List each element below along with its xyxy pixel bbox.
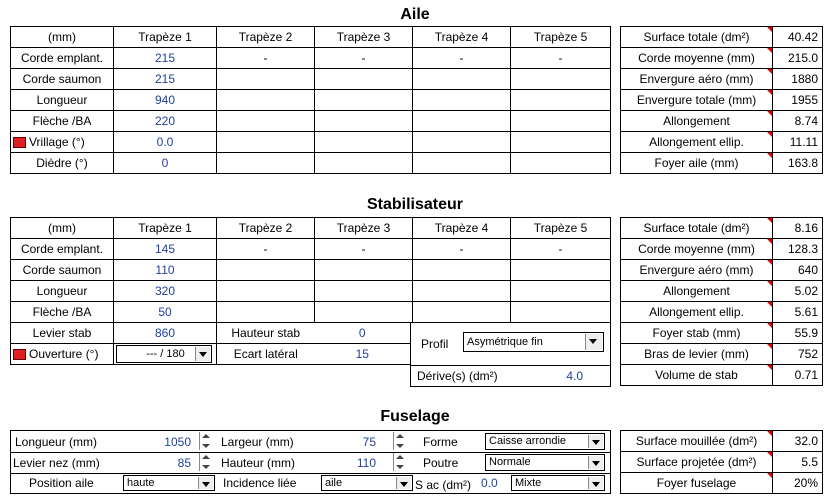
hauteur-stepper[interactable] bbox=[393, 453, 406, 471]
stab-row-corde-saumon bbox=[11, 260, 611, 281]
comment-marker-icon bbox=[767, 302, 772, 307]
cell-input[interactable] bbox=[511, 302, 611, 323]
cell-input[interactable]: 940 bbox=[114, 90, 217, 111]
stab-table bbox=[10, 217, 611, 323]
stab-row-longueur bbox=[11, 281, 611, 302]
result-value: 752 bbox=[773, 344, 823, 365]
fuselage-results-table bbox=[620, 430, 823, 494]
cell-input[interactable]: - bbox=[511, 239, 611, 260]
cell-input[interactable]: - bbox=[413, 48, 511, 69]
aile-header-trap5: Trapèze 5 bbox=[511, 27, 611, 48]
cell-input[interactable] bbox=[315, 132, 413, 153]
chevron-down-icon[interactable] bbox=[396, 477, 411, 489]
levier-nez-label: Levier nez (mm) bbox=[13, 456, 100, 470]
result-value: 5.61 bbox=[773, 302, 823, 323]
row-label: Corde emplant. bbox=[11, 48, 114, 69]
levier-stab-label: Levier stab bbox=[11, 323, 114, 344]
hauteur-input[interactable]: 110 bbox=[356, 456, 376, 470]
aile-table bbox=[10, 26, 611, 174]
stab-header-trap3: Trapèze 3 bbox=[315, 218, 413, 239]
result-label: Surface projetée (dm²) bbox=[621, 452, 773, 473]
comment-marker-icon bbox=[767, 473, 772, 478]
comment-marker-icon bbox=[767, 323, 772, 328]
result-value: 11.11 bbox=[773, 132, 823, 153]
profil-label: Profil bbox=[421, 337, 449, 351]
comment-marker-icon bbox=[767, 69, 772, 74]
sac-value: 0.0 bbox=[481, 476, 498, 490]
chevron-down-icon[interactable] bbox=[588, 477, 603, 489]
forme-label: Forme bbox=[423, 435, 458, 449]
stab-header-unit: (mm) bbox=[11, 218, 114, 239]
cell-input[interactable] bbox=[315, 69, 413, 90]
result-label: Corde moyenne (mm) bbox=[621, 48, 773, 69]
row-label: Longueur bbox=[11, 281, 114, 302]
cell-input[interactable] bbox=[413, 132, 511, 153]
result-label: Envergure aéro (mm) bbox=[621, 69, 773, 90]
profil-select[interactable]: Asymétrique fin bbox=[463, 332, 604, 352]
cell-input[interactable] bbox=[413, 302, 511, 323]
result-row bbox=[621, 90, 823, 111]
profil-box bbox=[410, 322, 611, 387]
longueur-input[interactable]: 1050 bbox=[164, 435, 191, 449]
comment-marker-icon bbox=[767, 281, 772, 286]
result-row bbox=[621, 431, 823, 452]
cell-input[interactable] bbox=[217, 302, 315, 323]
cell-input[interactable]: 320 bbox=[114, 281, 217, 302]
result-value: 40.42 bbox=[773, 27, 823, 48]
result-row bbox=[621, 344, 823, 365]
cell-input[interactable] bbox=[217, 69, 315, 90]
cell-input[interactable] bbox=[511, 111, 611, 132]
result-value: 128.3 bbox=[773, 239, 823, 260]
result-row bbox=[621, 239, 823, 260]
result-value: 5.02 bbox=[773, 281, 823, 302]
aile-header-trap4: Trapèze 4 bbox=[413, 27, 511, 48]
hauteur-stab-input[interactable]: 0 bbox=[315, 323, 411, 344]
stab-header-row bbox=[11, 218, 611, 239]
result-value: 640 bbox=[773, 260, 823, 281]
ecart-lateral-input[interactable]: 15 bbox=[315, 344, 411, 365]
levier-nez-stepper[interactable] bbox=[199, 453, 212, 471]
longueur-stepper[interactable] bbox=[199, 432, 212, 450]
comment-marker-icon bbox=[767, 153, 772, 158]
result-row bbox=[621, 473, 823, 494]
result-row bbox=[621, 111, 823, 132]
result-label: Envergure aéro (mm) bbox=[621, 260, 773, 281]
aile-header-unit: (mm) bbox=[11, 27, 114, 48]
aile-results-table bbox=[620, 26, 823, 174]
aile-header-trap2: Trapèze 2 bbox=[217, 27, 315, 48]
chevron-down-icon[interactable] bbox=[195, 347, 210, 361]
result-row bbox=[621, 48, 823, 69]
cell-input[interactable] bbox=[413, 90, 511, 111]
stab-header-trap1: Trapèze 1 bbox=[114, 218, 217, 239]
result-label: Foyer aile (mm) bbox=[621, 153, 773, 174]
cell-input[interactable]: 0 bbox=[114, 153, 217, 174]
cell-input[interactable] bbox=[217, 90, 315, 111]
cell-input[interactable] bbox=[413, 111, 511, 132]
cell-input[interactable] bbox=[511, 69, 611, 90]
comment-marker-icon bbox=[767, 365, 772, 370]
result-row bbox=[621, 281, 823, 302]
cell-input[interactable] bbox=[511, 153, 611, 174]
poutre-select[interactable]: Normale bbox=[485, 454, 605, 471]
stab-levier-row bbox=[11, 323, 411, 344]
chevron-down-icon[interactable] bbox=[585, 334, 602, 350]
aile-header-trap1: Trapèze 1 bbox=[114, 27, 217, 48]
levier-stab-input[interactable]: 860 bbox=[114, 323, 217, 344]
position-aile-select[interactable]: haute bbox=[123, 475, 215, 491]
cell-input[interactable] bbox=[511, 260, 611, 281]
comment-marker-icon bbox=[767, 239, 772, 244]
result-row bbox=[621, 27, 823, 48]
stab-header-trap2: Trapèze 2 bbox=[217, 218, 315, 239]
cell-input[interactable]: 215 bbox=[114, 69, 217, 90]
incidence-label: Incidence liée bbox=[223, 476, 297, 490]
cell-input[interactable] bbox=[511, 281, 611, 302]
result-value: 20% bbox=[773, 473, 823, 494]
comment-marker-icon bbox=[767, 431, 772, 436]
comment-marker-icon bbox=[767, 111, 772, 116]
cell-input[interactable] bbox=[315, 260, 413, 281]
incidence-select[interactable]: aile bbox=[321, 475, 413, 491]
position-aile-label: Position aile bbox=[29, 476, 94, 490]
cell-input[interactable]: 220 bbox=[114, 111, 217, 132]
aile-row-corde-saumon bbox=[11, 69, 611, 90]
sac-select[interactable]: Mixte bbox=[511, 475, 605, 491]
fuselage-box bbox=[10, 430, 611, 494]
aile-row-diedre bbox=[11, 153, 611, 174]
stab-row-corde-emplant bbox=[11, 239, 611, 260]
cell-input[interactable] bbox=[217, 281, 315, 302]
hauteur-label: Hauteur (mm) bbox=[221, 456, 296, 470]
result-label: Allongement ellip. bbox=[621, 302, 773, 323]
ouverture-label-cell bbox=[11, 344, 114, 365]
result-value: 163.8 bbox=[773, 153, 823, 174]
row-label: Longueur bbox=[11, 90, 114, 111]
result-value: 8.74 bbox=[773, 111, 823, 132]
hauteur-stab-label: Hauteur stab bbox=[217, 323, 315, 344]
forme-select[interactable]: Caisse arrondie bbox=[485, 433, 605, 450]
fuselage-title: Fuselage bbox=[380, 408, 450, 425]
row-label: Corde saumon bbox=[11, 69, 114, 90]
result-value: 0.71 bbox=[773, 365, 823, 386]
row-label: Flèche /BA bbox=[11, 302, 114, 323]
result-label: Corde moyenne (mm) bbox=[621, 239, 773, 260]
chevron-down-icon[interactable] bbox=[198, 477, 213, 489]
result-value: 55.9 bbox=[773, 323, 823, 344]
aile-row-vrillage bbox=[11, 132, 611, 153]
result-label: Envergure totale (mm) bbox=[621, 90, 773, 111]
cell-input[interactable] bbox=[511, 90, 611, 111]
stab-results-table bbox=[620, 217, 823, 386]
chevron-down-icon[interactable] bbox=[588, 435, 603, 448]
row-label: Corde emplant. bbox=[11, 239, 114, 260]
chevron-down-icon[interactable] bbox=[588, 456, 603, 469]
cell-input[interactable] bbox=[413, 281, 511, 302]
cell-input[interactable] bbox=[413, 260, 511, 281]
comment-marker-icon bbox=[767, 90, 772, 95]
cell-input[interactable]: - bbox=[511, 48, 611, 69]
cell-input[interactable] bbox=[315, 111, 413, 132]
cell-input[interactable] bbox=[315, 281, 413, 302]
vrillage-toggle-icon[interactable] bbox=[13, 137, 26, 148]
cell-input[interactable]: 145 bbox=[114, 239, 217, 260]
stab-ouverture-row bbox=[11, 344, 411, 365]
cell-input[interactable] bbox=[413, 69, 511, 90]
cell-input[interactable]: - bbox=[413, 239, 511, 260]
stab-levier-block bbox=[10, 322, 411, 365]
comment-marker-icon bbox=[767, 344, 772, 349]
result-label: Allongement bbox=[621, 111, 773, 132]
cell-input[interactable]: 110 bbox=[114, 260, 217, 281]
sac-label: S ac (dm²) bbox=[415, 478, 472, 492]
result-row bbox=[621, 260, 823, 281]
stab-header-trap4: Trapèze 4 bbox=[413, 218, 511, 239]
comment-marker-icon bbox=[767, 260, 772, 265]
row-label: Flèche /BA bbox=[11, 111, 114, 132]
aile-row-fleche bbox=[11, 111, 611, 132]
largeur-label: Largeur (mm) bbox=[221, 435, 294, 449]
levier-nez-input[interactable]: 85 bbox=[177, 456, 191, 470]
result-row bbox=[621, 302, 823, 323]
cell-input[interactable]: - bbox=[217, 48, 315, 69]
ecart-lateral-label: Ecart latéral bbox=[217, 344, 315, 365]
result-row bbox=[621, 365, 823, 386]
comment-marker-icon bbox=[767, 452, 772, 457]
result-value: 8.16 bbox=[773, 218, 823, 239]
derive-row bbox=[411, 365, 610, 387]
result-row bbox=[621, 452, 823, 473]
cell-input[interactable] bbox=[511, 132, 611, 153]
result-row bbox=[621, 218, 823, 239]
result-label: Surface mouillée (dm²) bbox=[621, 431, 773, 452]
stab-title: Stabilisateur bbox=[366, 196, 464, 213]
largeur-input[interactable]: 75 bbox=[362, 435, 376, 449]
cell-input[interactable]: - bbox=[315, 48, 413, 69]
vrillage-label: Vrillage (°) bbox=[29, 135, 85, 149]
derive-label: Dérive(s) (dm²) bbox=[417, 369, 498, 383]
ouverture-label: Ouverture (°) bbox=[29, 347, 99, 361]
comment-marker-icon bbox=[767, 132, 772, 137]
cell-input[interactable] bbox=[315, 90, 413, 111]
result-row bbox=[621, 153, 823, 174]
result-label: Bras de levier (mm) bbox=[621, 344, 773, 365]
cell-input[interactable] bbox=[315, 302, 413, 323]
row-label: Corde saumon bbox=[11, 260, 114, 281]
ouverture-select-cell bbox=[114, 344, 217, 365]
aile-header-row bbox=[11, 27, 611, 48]
comment-marker-icon bbox=[767, 27, 772, 32]
derive-input[interactable]: 4.0 bbox=[566, 369, 583, 383]
aile-row-longueur bbox=[11, 90, 611, 111]
result-value: 5.5 bbox=[773, 452, 823, 473]
result-row bbox=[621, 323, 823, 344]
cell-input[interactable] bbox=[217, 260, 315, 281]
result-value: 1955 bbox=[773, 90, 823, 111]
row-label: Dièdre (°) bbox=[11, 153, 114, 174]
stab-row-fleche bbox=[11, 302, 611, 323]
result-row bbox=[621, 132, 823, 153]
cell-input[interactable]: - bbox=[315, 239, 413, 260]
result-value: 1880 bbox=[773, 69, 823, 90]
cell-input[interactable]: 50 bbox=[114, 302, 217, 323]
stab-header-trap5: Trapèze 5 bbox=[511, 218, 611, 239]
cell-input[interactable] bbox=[217, 111, 315, 132]
comment-marker-icon bbox=[767, 218, 772, 223]
result-label: Allongement ellip. bbox=[621, 132, 773, 153]
cell-input[interactable]: 215 bbox=[114, 48, 217, 69]
cell-input[interactable] bbox=[315, 153, 413, 174]
ouverture-toggle-icon[interactable] bbox=[13, 349, 26, 360]
result-label: Foyer stab (mm) bbox=[621, 323, 773, 344]
cell-input[interactable] bbox=[217, 132, 315, 153]
comment-marker-icon bbox=[767, 48, 772, 53]
result-label: Foyer fuselage bbox=[621, 473, 773, 494]
result-label: Surface totale (dm²) bbox=[621, 218, 773, 239]
aile-header-trap3: Trapèze 3 bbox=[315, 27, 413, 48]
aile-row-corde-emplant bbox=[11, 48, 611, 69]
result-label: Surface totale (dm²) bbox=[621, 27, 773, 48]
result-value: 215.0 bbox=[773, 48, 823, 69]
result-label: Volume de stab bbox=[621, 365, 773, 386]
cell-input[interactable] bbox=[217, 153, 315, 174]
largeur-stepper[interactable] bbox=[393, 432, 406, 450]
ouverture-select[interactable]: --- / 180 bbox=[116, 345, 212, 363]
poutre-label: Poutre bbox=[423, 456, 459, 470]
result-row bbox=[621, 69, 823, 90]
cell-input[interactable]: 0.0 bbox=[114, 132, 217, 153]
cell-input[interactable]: - bbox=[217, 239, 315, 260]
cell-input[interactable] bbox=[413, 153, 511, 174]
row-label bbox=[11, 132, 114, 153]
longueur-label: Longueur (mm) bbox=[15, 435, 98, 449]
result-value: 32.0 bbox=[773, 431, 823, 452]
result-label: Allongement bbox=[621, 281, 773, 302]
aile-title: Aile bbox=[400, 6, 430, 23]
